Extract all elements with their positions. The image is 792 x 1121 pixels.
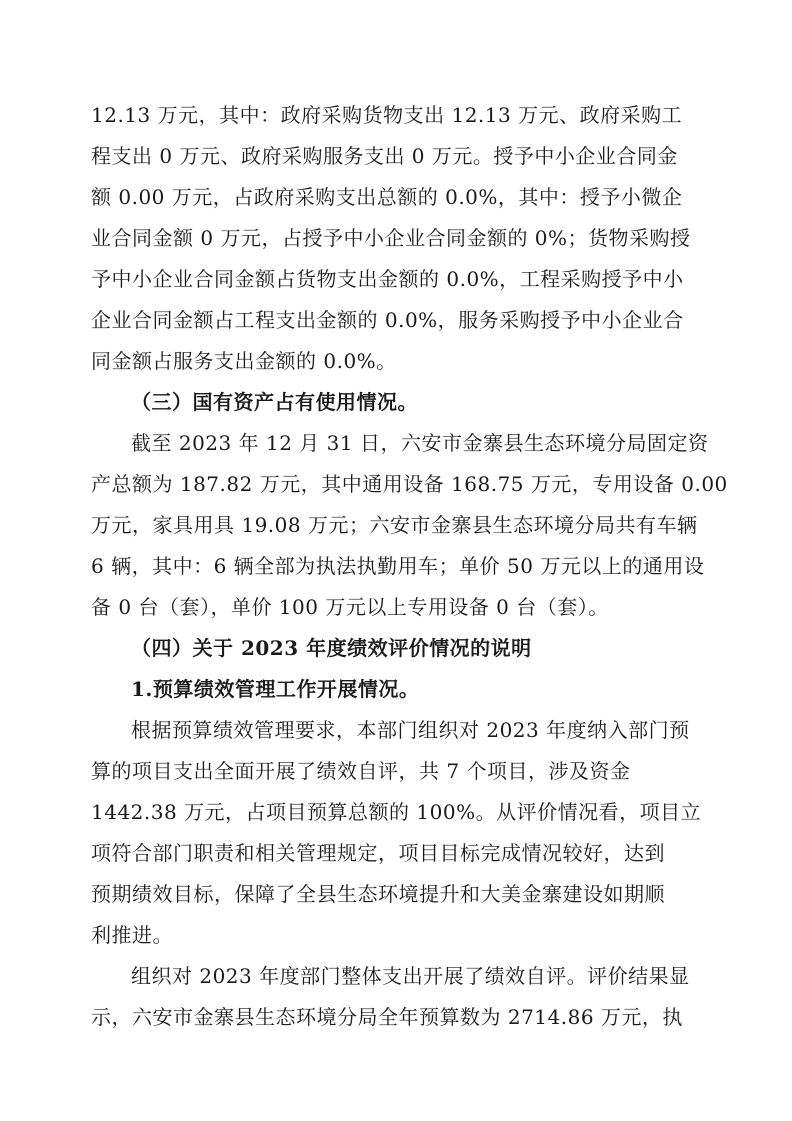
text-line: 程支出 0 万元、政府采购服务支出 0 万元。授予中小企业合同金 (91, 144, 678, 168)
text-line: 额 0.00 万元，占政府采购支出总额的 0.0%，其中：授予小微企 (91, 185, 683, 209)
text-line: 予中小企业合同金额占货物支出金额的 0.0%，工程采购授予中小 (91, 267, 684, 291)
section-heading: （三）国有资产占有使用情况。 (131, 390, 418, 414)
text-line: 1442.38 万元，占项目预算总额的 100%。从评价情况看，项目立 (91, 800, 702, 824)
text-line: 6 辆，其中：6 辆全部为执法执勤用车；单价 50 万元以上的通用设 (91, 554, 705, 578)
text-line: 万元，家具用具 19.08 万元；六安市金寨县生态环境分局共有车辆 (91, 513, 698, 537)
text-line: 利推进。 (91, 923, 173, 947)
text-line: 项符合部门职责和相关管理规定，项目目标完成情况较好，达到 (91, 841, 665, 865)
text-line: 产总额为 187.82 万元，其中通用设备 168.75 万元，专用设备 0.00 (91, 472, 728, 496)
text-line: 组织对 2023 年度部门整体支出开展了绩效自评。评价结果显 (131, 964, 690, 988)
text-line: 示，六安市金寨县生态环境分局全年预算数为 2714.86 万元，执 (91, 1005, 683, 1029)
text-line: 同金额占服务支出金额的 0.0%。 (91, 349, 397, 373)
text-line: 预期绩效目标，保障了全县生态环境提升和大美金寨建设如期顺 (91, 882, 665, 906)
text-line: 12.13 万元，其中：政府采购货物支出 12.13 万元、政府采购工 (91, 103, 683, 127)
text-line: 备 0 台（套），单价 100 万元以上专用设备 0 台（套）。 (91, 595, 609, 619)
sub-heading: 1.预算绩效管理工作开展情况。 (131, 677, 420, 701)
section-heading: （四）关于 2023 年度绩效评价情况的说明 (131, 636, 532, 660)
text-line: 根据预算绩效管理要求，本部门组织对 2023 年度纳入部门预 (131, 718, 690, 742)
text-line: 截至 2023 年 12 月 31 日，六安市金寨县生态环境分局固定资 (131, 431, 709, 455)
text-line: 业合同金额 0 万元，占授予中小企业合同金额的 0%；货物采购授 (91, 226, 691, 250)
text-line: 算的项目支出全面开展了绩效自评，共 7 个项目，涉及资金 (91, 759, 631, 783)
text-line: 企业合同金额占工程支出金额的 0.0%，服务采购授予中小企业合 (91, 308, 684, 332)
